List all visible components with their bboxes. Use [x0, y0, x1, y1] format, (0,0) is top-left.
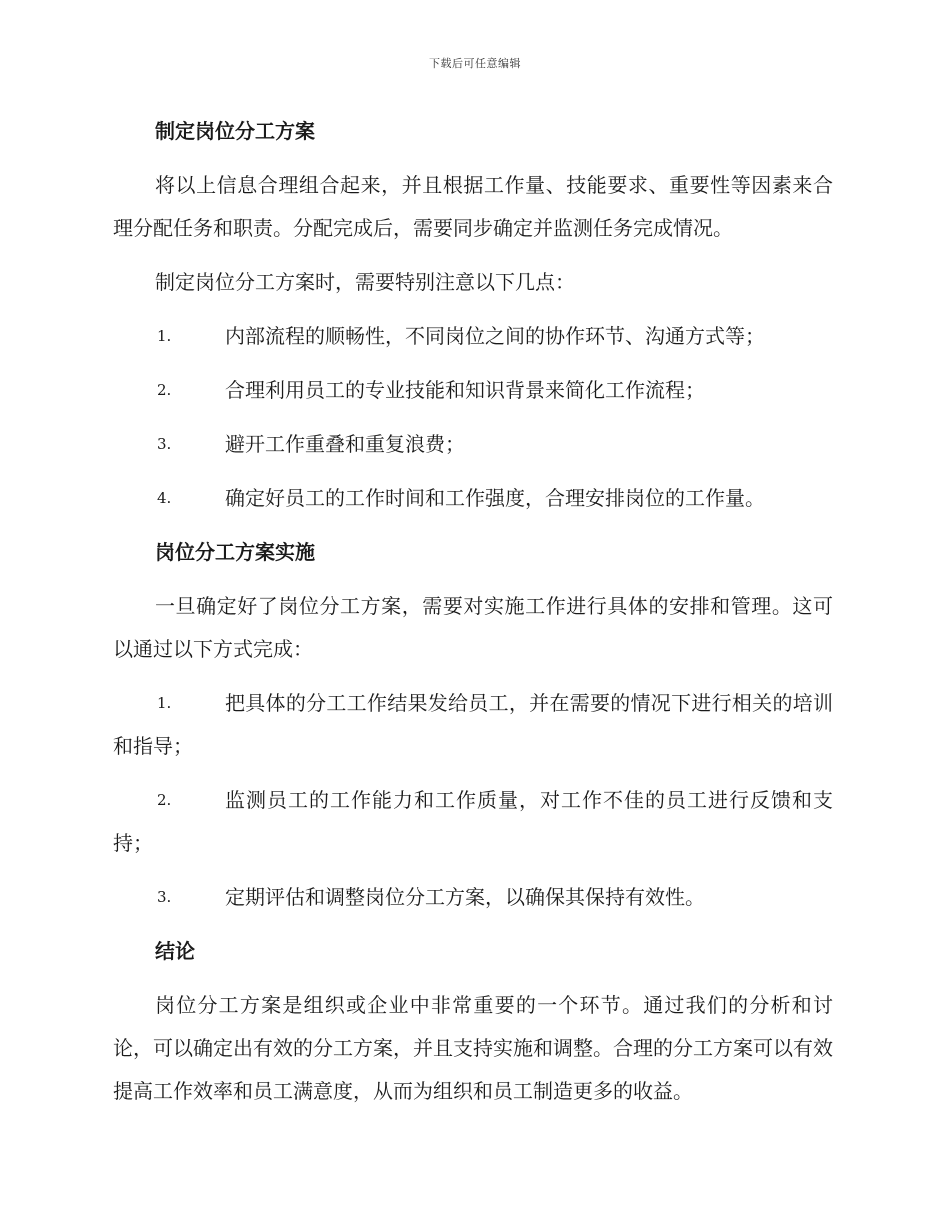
list-item — [113, 477, 833, 520]
list-number: 2. — [157, 791, 172, 809]
list-number: 4. — [157, 489, 172, 507]
list-item-text: 定期评估和调整岗位分工方案，以确保其保持有效性。 — [225, 885, 705, 909]
list-item — [113, 779, 833, 865]
list-item-text: 确定好员工的工作时间和工作强度，合理安排岗位的工作量。 — [225, 486, 765, 510]
list-number: 3. — [157, 888, 172, 906]
list-number: 1. — [157, 327, 172, 345]
paragraph: 制定岗位分工方案时，需要特别注意以下几点： — [155, 270, 575, 294]
paragraph: 将以上信息合理组合起来，并且根据工作量、技能要求、重要性等因素来合理分配任务和职责。分配完成后，需要同步确定并监测任务完成情况。 — [113, 173, 833, 240]
list-item — [113, 423, 833, 466]
section-heading: 制定岗位分工方案 — [155, 119, 315, 143]
paragraph: 一旦确定好了岗位分工方案，需要对实施工作进行具体的安排和管理。这可以通过以下方式完成： — [113, 594, 833, 661]
document-body — [113, 110, 833, 1124]
list-item-text: 监测员工的工作能力和工作质量，对工作不佳的员工进行反馈和支持； — [113, 788, 833, 855]
list-item-text: 把具体的分工工作结果发给员工，并在需要的情况下进行相关的培训和指导； — [113, 691, 833, 758]
list-number: 1. — [157, 694, 172, 712]
list-item — [113, 682, 833, 768]
list-number: 3. — [157, 435, 172, 453]
list-item-text: 内部流程的顺畅性，不同岗位之间的协作环节、沟通方式等； — [225, 324, 765, 348]
list-item — [113, 369, 833, 412]
list-item — [113, 876, 833, 919]
header-note: 下载后可任意编辑 — [429, 57, 521, 70]
list-item — [113, 315, 833, 358]
list-item-text: 避开工作重叠和重复浪费； — [225, 432, 465, 456]
list-item-text: 合理利用员工的专业技能和知识背景来简化工作流程； — [225, 378, 705, 402]
section-heading: 结论 — [155, 939, 195, 963]
section-heading: 岗位分工方案实施 — [155, 540, 315, 564]
paragraph: 岗位分工方案是组织或企业中非常重要的一个环节。通过我们的分析和讨论，可以确定出有效的分工方案，并且支持实施和调整。合理的分工方案可以有效提高工作效率和员工满意度，从而为组织和员工制造更多的收益。 — [113, 993, 833, 1103]
list-number: 2. — [157, 381, 172, 399]
